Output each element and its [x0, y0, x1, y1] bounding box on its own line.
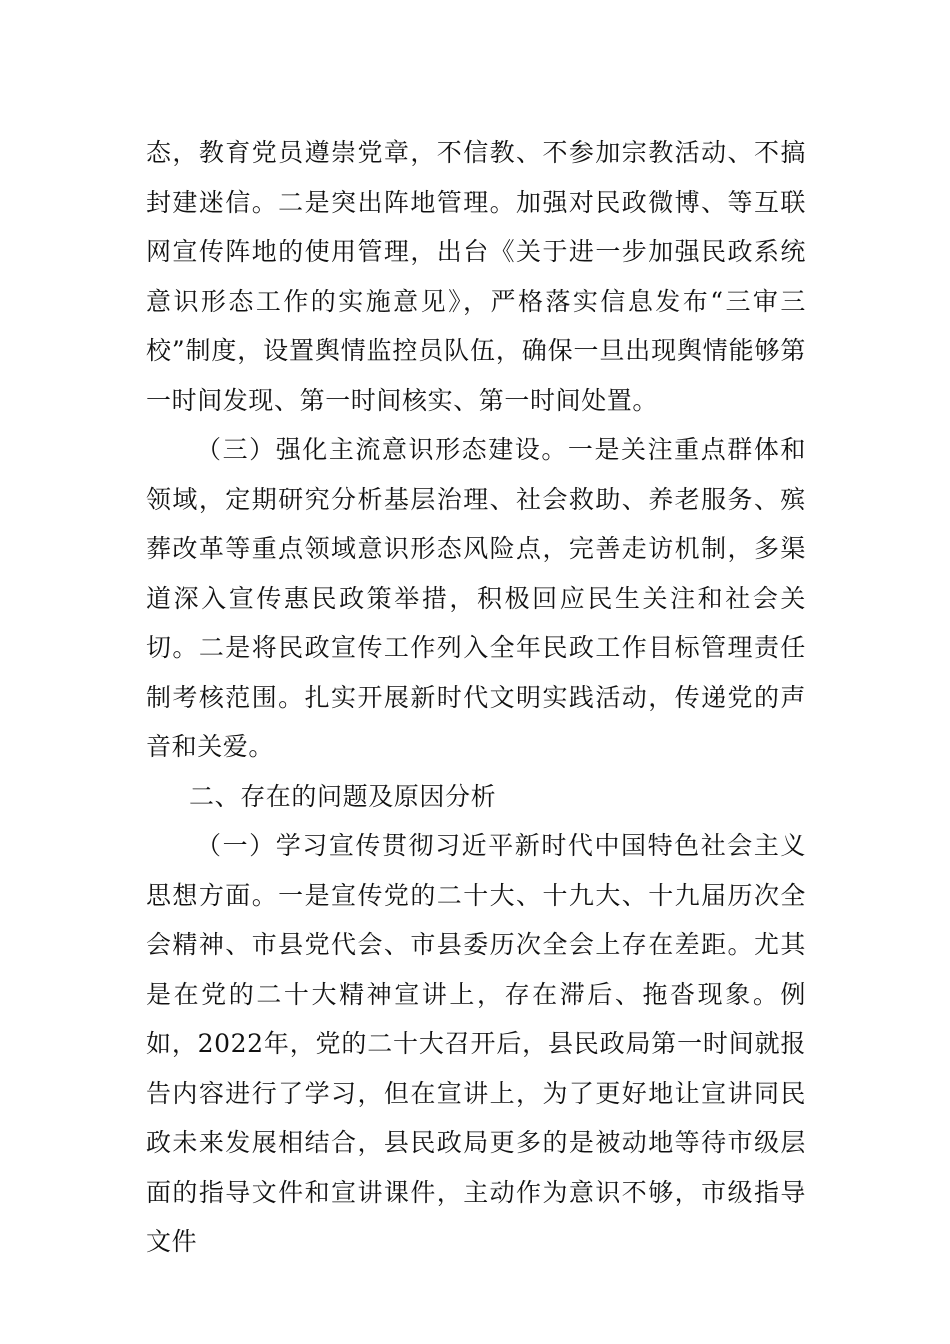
document-body	[146, 128, 806, 1267]
paragraph-continuation: 态，教育党员遵崇党章，不信教、不参加宗教活动、不搞封建迷信。二是突出阵地管理。加强对民政微博、等互联网宣传阵地的使用管理，出台《关于进一步加强民政系统意识形态工作的实施意见》，严格落实信息发布“三审三校”制度，设置舆情监控员队伍，确保一旦出现舆情能够第一时间发现、第一时间核实、第一时间处置。	[146, 138, 806, 415]
paragraph-problem-one: （一）学习宣传贯彻习近平新时代中国特色社会主义思想方面。一是宣传党的二十大、十九大、十九届历次全会精神、市县党代会、市县委历次全会上存在差距。尤其是在党的二十大精神宣讲上，存在滞后、拖沓现象。例如，2022年，党的二十大召开后，县民政局第一时间就报告内容进行了学习，但在宣讲上，为了更好地让宣讲同民政未来发展相结合，县民政局更多的是被动地等待市级层面的指导文件和宣讲课件，主动作为意识不够，市级指导文件	[146, 831, 806, 1256]
paragraph-section-three: （三）强化主流意识形态建设。一是关注重点群体和领域，定期研究分析基层治理、社会救助、养老服务、殡葬改革等重点领域意识形态风险点，完善走访机制，多渠道深入宣传惠民政策举措，积极回应民生关注和社会关切。二是将民政宣传工作列入全年民政工作目标管理责任制考核范围。扎实开展新时代文明实践活动，传递党的声音和关爱。	[146, 435, 806, 761]
section-heading-problems: 二、存在的问题及原因分析	[189, 781, 497, 811]
